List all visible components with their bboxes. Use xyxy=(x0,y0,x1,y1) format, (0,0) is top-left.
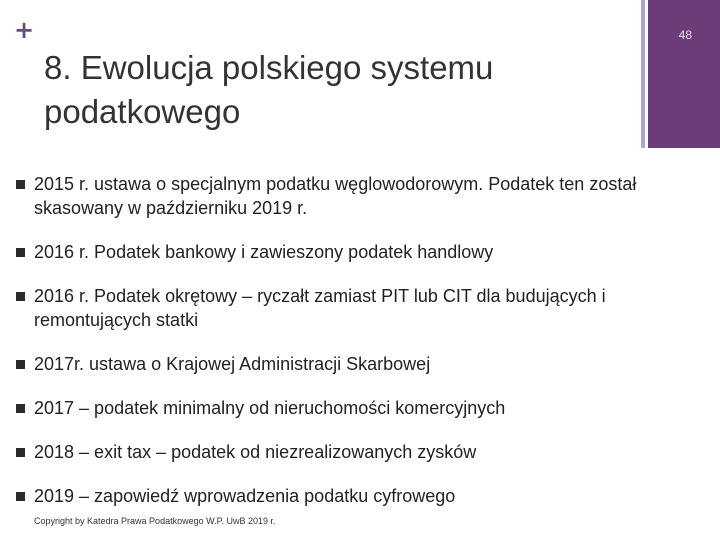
bullet-text: 2017r. ustawa o Krajowej Administracji Skarbowej xyxy=(34,354,431,374)
bullet-square-icon xyxy=(16,292,25,301)
slide-title: 8. Ewolucja polskiego systemu podatkowego xyxy=(44,49,494,130)
bullet-text: 2019 – zapowiedź wprowadzenia podatku cyfrowego xyxy=(34,486,456,506)
bullet-square-icon xyxy=(16,180,25,189)
bullet-text: 2016 r. Podatek bankowy i zawieszony podatek handlowy xyxy=(34,242,494,262)
list-item xyxy=(14,352,694,376)
bullet-text: 2015 r. ustawa o specjalnym podatku węglowodorowym. Podatek ten został skasowany w październiku 2019 r. xyxy=(34,174,637,218)
list-item xyxy=(14,396,694,420)
copyright-footer: Copyright by Katedra Prawa Podatkowego W.P. UwB 2019 r. xyxy=(34,516,276,526)
bullet-list xyxy=(14,172,694,528)
plus-decoration: + xyxy=(14,16,35,44)
bullet-square-icon xyxy=(16,248,25,257)
slide-number: 48 xyxy=(678,28,692,42)
bullet-text: 2017 – podatek minimalny od nieruchomości komercyjnych xyxy=(34,398,506,418)
bullet-text: 2016 r. Podatek okrętowy – ryczałt zamiast PIT lub CIT dla budujących i remontujących statki xyxy=(34,286,606,330)
list-item xyxy=(14,284,694,332)
bullet-text: 2018 – exit tax – podatek od niezrealizowanych zysków xyxy=(34,442,477,462)
bullet-square-icon xyxy=(16,360,25,369)
list-item xyxy=(14,440,694,464)
list-item xyxy=(14,484,694,508)
bullet-square-icon xyxy=(16,404,25,413)
accent-stripe-thick xyxy=(648,0,720,148)
list-item xyxy=(14,240,694,264)
bullet-square-icon xyxy=(16,448,25,457)
accent-stripe-thin xyxy=(641,0,645,148)
list-item xyxy=(14,172,694,220)
bullet-square-icon xyxy=(16,492,25,501)
